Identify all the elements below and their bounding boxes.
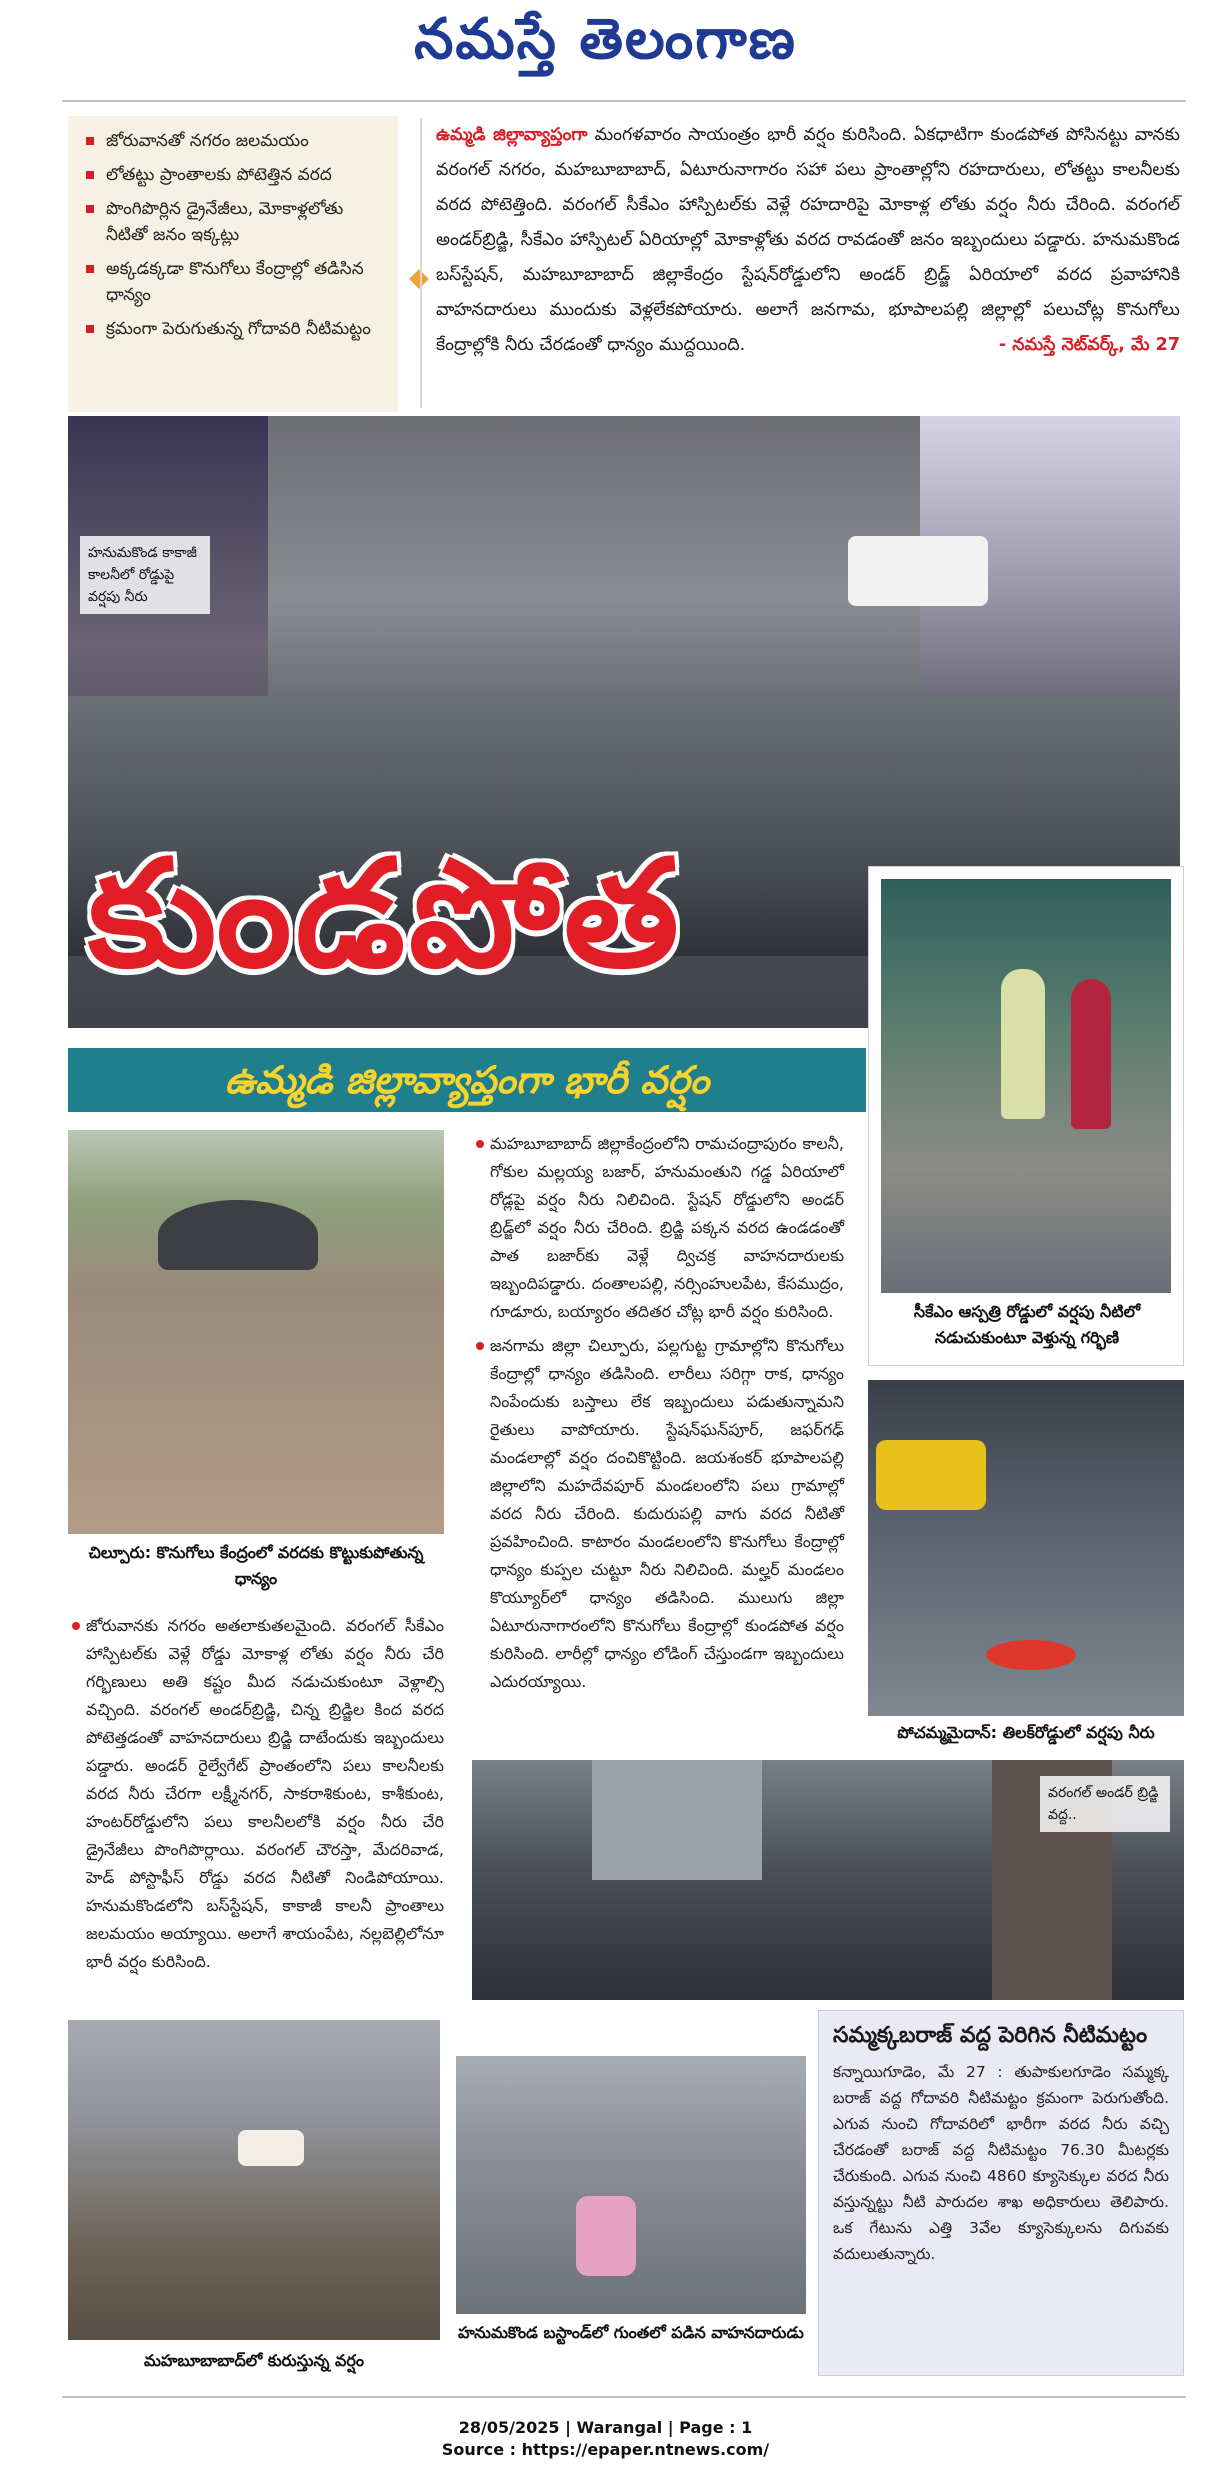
highlight-item: జోరువానతో నగరం జలమయం xyxy=(86,128,386,154)
footer-divider xyxy=(62,2396,1186,2398)
subheadline: ఉమ్మడి జిల్లావ్యాప్తంగా భారీ వర్షం xyxy=(68,1048,866,1112)
busstand-photo xyxy=(456,2056,806,2314)
barrage-text: కన్నాయిగూడెం, మే 27 : తుపాకులగూడెం సమ్మక్క బరాజ్ వద్ద గోదావరి నీటిమట్టం క్రమంగా పెరుగుతోంది. ఎగువ నుంచి గోదావరిలో భారీగా వరద నీరు వచ్చి చేరడంతో బరాజ్ వద్ద నీటిమట్టం 76.30 మీటర్లకు చేరుకుంది. ఎగువ నుంచి 4860 క్యూసెక్కుల వరద నీరు వస్తున్నట్టు నీటి పారుదల శాఖ అధికారులు తెలిపారు. ఒక గేటును ఎత్తి 3వేల క్యూసెక్కులను దిగువకు వదులుతున్నారు. xyxy=(833,2063,1169,2263)
photo-autorickshaw xyxy=(876,1440,986,1510)
column-2-text xyxy=(490,1130,844,1702)
barrage-title: సమ్మక్కబరాజ్ వద్ద పెరిగిన నీటిమట్టం xyxy=(833,2023,1148,2048)
highlight-item: పొంగిపొర్లిన డ్రైనేజీలు, మోకాళ్లలోతు నీటితో జనం ఇక్కట్లు xyxy=(86,196,386,248)
lead-signature: - నమస్తే నెట్‌వర్క్, మే 27 xyxy=(998,335,1180,355)
photo-building xyxy=(592,1760,762,1880)
busstand-caption: హనుమకొండ బస్టాండ్‌లో గుంతలో పడిన వాహనదారుడు xyxy=(458,2323,804,2342)
photo-barricade xyxy=(986,1640,1076,1670)
barrage-box xyxy=(818,2010,1184,2376)
footer-meta: 28/05/2025 | Warangal | Page : 1 xyxy=(458,2418,753,2437)
underbridge-photo xyxy=(472,1760,1184,2000)
photo-van xyxy=(848,536,988,606)
pochamma-caption: పోచమ్మమైదాన్: తిలక్‌రోడ్డులో వర్షపు నీరు xyxy=(897,1723,1155,1742)
highlight-item: లోతట్టు ప్రాంతాలకు పోటెత్తిన వరద xyxy=(86,162,386,188)
article-paragraph: జోరువానకు నగరం అతలాకుతలమైంది. వరంగల్ సీకేఎం హాస్పిటల్‌కు వెళ్లే రోడ్డు మోకాళ్ల లోతు వర్షం నీరు చేరి గర్భిణులు అతి కష్టం మీద నడుచుకుంటూ వెళ్లాల్సి వచ్చింది. వరంగల్ అండర్‌బ్రిడ్జి, చిన్న బ్రిడ్జిల కింద వరద పోటెత్తడంతో వాహనదారులు బ్రిడ్జి దాటేందుకు ఇబ్బందులు పడ్డారు. అండర్ రైల్వేగేట్ ప్రాంతంలోని పలు కాలనీలకు వరద నీరు చేరగా లక్ష్మీనగర్, సాకరాశికుంట, కాశీకుంట, హంటర్‌రోడ్డులోని పలు కాలనీలలోకి వర్షం నీరు చేరి డ్రైనేజీలు పొంగిపొర్లాయి. వరంగల్ చౌరస్తా, మేదరివాడ, హెడ్ పోస్టాఫీస్ రోడ్డు వరద నీటితో నిండిపోయాయి. హనుమకొండలోని బస్‌స్టేషన్, కాకాజీ కాలనీ ప్రాంతాలు జలమయం అయ్యాయి. అలాగే శాయంపేట, నల్లబెల్లిలోనూ భారీ వర్షం కురిసింది. xyxy=(86,1612,444,1976)
main-photo-label: హనుమకొండ కాకాజీ కాలనీలో రోడ్డుపై వర్షపు నీరు xyxy=(80,536,210,614)
article-paragraph: జనగామ జిల్లా చిల్పూరు, పల్లగుట్ట గ్రామాల్లోని కొనుగోలు కేంద్రాల్లో ధాన్యం తడిసింది. లారీలు సరిగ్గా రాక, ధాన్యం నింపేందుకు బస్తాలు లేక ఇబ్బందులు పడుతున్నామని రైతులు వాపోయారు. స్టేషన్‌ఘన్‌పూర్, జఫర్‌గఢ్ మండలాల్లో వర్షం దంచికొట్టింది. జయశంకర్ భూపాలపల్లి జిల్లాలోని మహదేవపూర్ మండలంలోని పలు గ్రామాల్లో వరద నీరు చేరింది. కుదురుపల్లి వాగు వరద నీటితో ప్రవహించింది. కాటారం మండలంలోని కొనుగోలు కేంద్రాల్లో ధాన్యం కుప్పల చుట్టూ నీరు నిలిచింది. మల్హర్ మండలం కొయ్యూర్‌లో ధాన్యం తడిసింది. ములుగు జిల్లా ఏటూరునాగారంలోని కొనుగోలు కేంద్రాల్లో కుండపోత వర్షం కురిసింది. లారీల్లో ధాన్యం లోడింగ్ చేస్తుండగా ఇబ్బందులు ఎదురయ్యాయి. xyxy=(490,1332,844,1696)
lead-kicker: ఉమ్మడి జిల్లావ్యాప్తంగా xyxy=(436,125,588,145)
masthead-divider xyxy=(62,100,1186,102)
lead-paragraph xyxy=(420,118,1180,408)
ckm-caption: సీకేఎం ఆస్పత్రి రోడ్డులో వర్షపు నీటిలో నడుచుకుంటూ వెళ్తున్న గర్భిణి xyxy=(913,1302,1141,1347)
photo-car xyxy=(238,2130,304,2166)
grain-caption: చిల్పూరు: కొనుగోలు కేంద్రంలో వరదకు కొట్టుకుపోతున్న ధాన్యం xyxy=(88,1543,424,1588)
highlight-item: అక్కడక్కడా కొనుగోలు కేంద్రాల్లో తడిసిన ధాన్యం xyxy=(86,256,386,308)
highlights-box xyxy=(68,116,398,412)
column-1-text xyxy=(86,1612,444,1982)
mahabubabad-photo xyxy=(68,2020,440,2340)
pochamma-photo xyxy=(868,1380,1184,1716)
mahabubabad-caption: మహబూబాబాద్‌లో కురుస్తున్న వర్షం xyxy=(144,2351,364,2370)
photo-person xyxy=(1001,969,1045,1119)
ckm-photo-frame xyxy=(868,866,1184,1366)
highlight-item: క్రమంగా పెరుగుతున్న గోదావరి నీటిమట్టం xyxy=(86,316,386,342)
masthead: నమస్తే తెలంగాణ xyxy=(414,6,797,72)
underbridge-label: వరంగల్ అండర్ బ్రిడ్జి వద్ద.. xyxy=(1040,1776,1170,1832)
ckm-photo xyxy=(881,879,1171,1293)
footer-source: Source : https://epaper.ntnews.com/ xyxy=(441,2440,770,2459)
grain-photo xyxy=(68,1130,444,1534)
headline: కుండపోత xyxy=(88,828,683,1000)
lead-text: మంగళవారం సాయంత్రం భారీ వర్షం కురిసింది. ఏకధాటిగా కుండపోత పోసినట్టు వానకు వరంగల్ నగరం, మహబూబాబాద్, ఏటూరునాగారం సహా పలు ప్రాంతాల్లోని రహదారులు, లోతట్టు కాలనీలకు వరద పోటెత్తింది. వరంగల్ సీకేఎం హాస్పిటల్‌కు వెళ్లే రహదారిపై మోకాళ్ల లోతు వర్షం నీరు చేరింది. వరంగల్ అండర్‌బ్రిడ్జి, సీకేఎం హాస్పిటల్ ఏరియాల్లో మోకాళ్లోతు వరద రావడంతో జనం ఇబ్బందులు పడ్డారు. హనుమకొండ బస్‌స్టేషన్, మహబూబాబాద్ జిల్లాకేంద్రం స్టేషన్‌రోడ్డులోని అండర్ బ్రిడ్జ్ ఏరియాలో వరద ప్రవాహానికి వాహనదారులు ముందుకు వెళ్లలేకపోయారు. అలాగే జనగామ, భూపాలపల్లి జిల్లాల్లో పలుచోట్ల కొనుగోలు కేంద్రాల్లోకి నీరు చేరడంతో ధాన్యం ముద్దయింది. xyxy=(436,125,1180,355)
photo-tarp xyxy=(158,1200,318,1270)
photo-scooter xyxy=(576,2196,636,2276)
article-paragraph: మహబూబాబాద్ జిల్లాకేంద్రంలోని రామచంద్రాపురం కాలనీ, గోకుల మల్లయ్య బజార్, హనుమంతుని గడ్డ ఏరియాలో రోడ్లపై వర్షం నీరు నిలిచింది. స్టేషన్ రోడ్డులోని అండర్ బ్రిడ్జ్‌లో వర్షం నీరు చేరింది. బ్రిడ్జి పక్కన వరద ఉండడంతో పాత బజార్‌కు వెళ్లే ద్విచక్ర వాహనదారులకు ఇబ్బందిపడ్డారు. దంతాలపల్లి, నర్సింహులపేట, కేసముద్రం, గూడూరు, బయ్యారం తదితర చోట్ల భారీ వర్షం కురిసింది. xyxy=(490,1130,844,1326)
photo-person xyxy=(1071,979,1111,1129)
